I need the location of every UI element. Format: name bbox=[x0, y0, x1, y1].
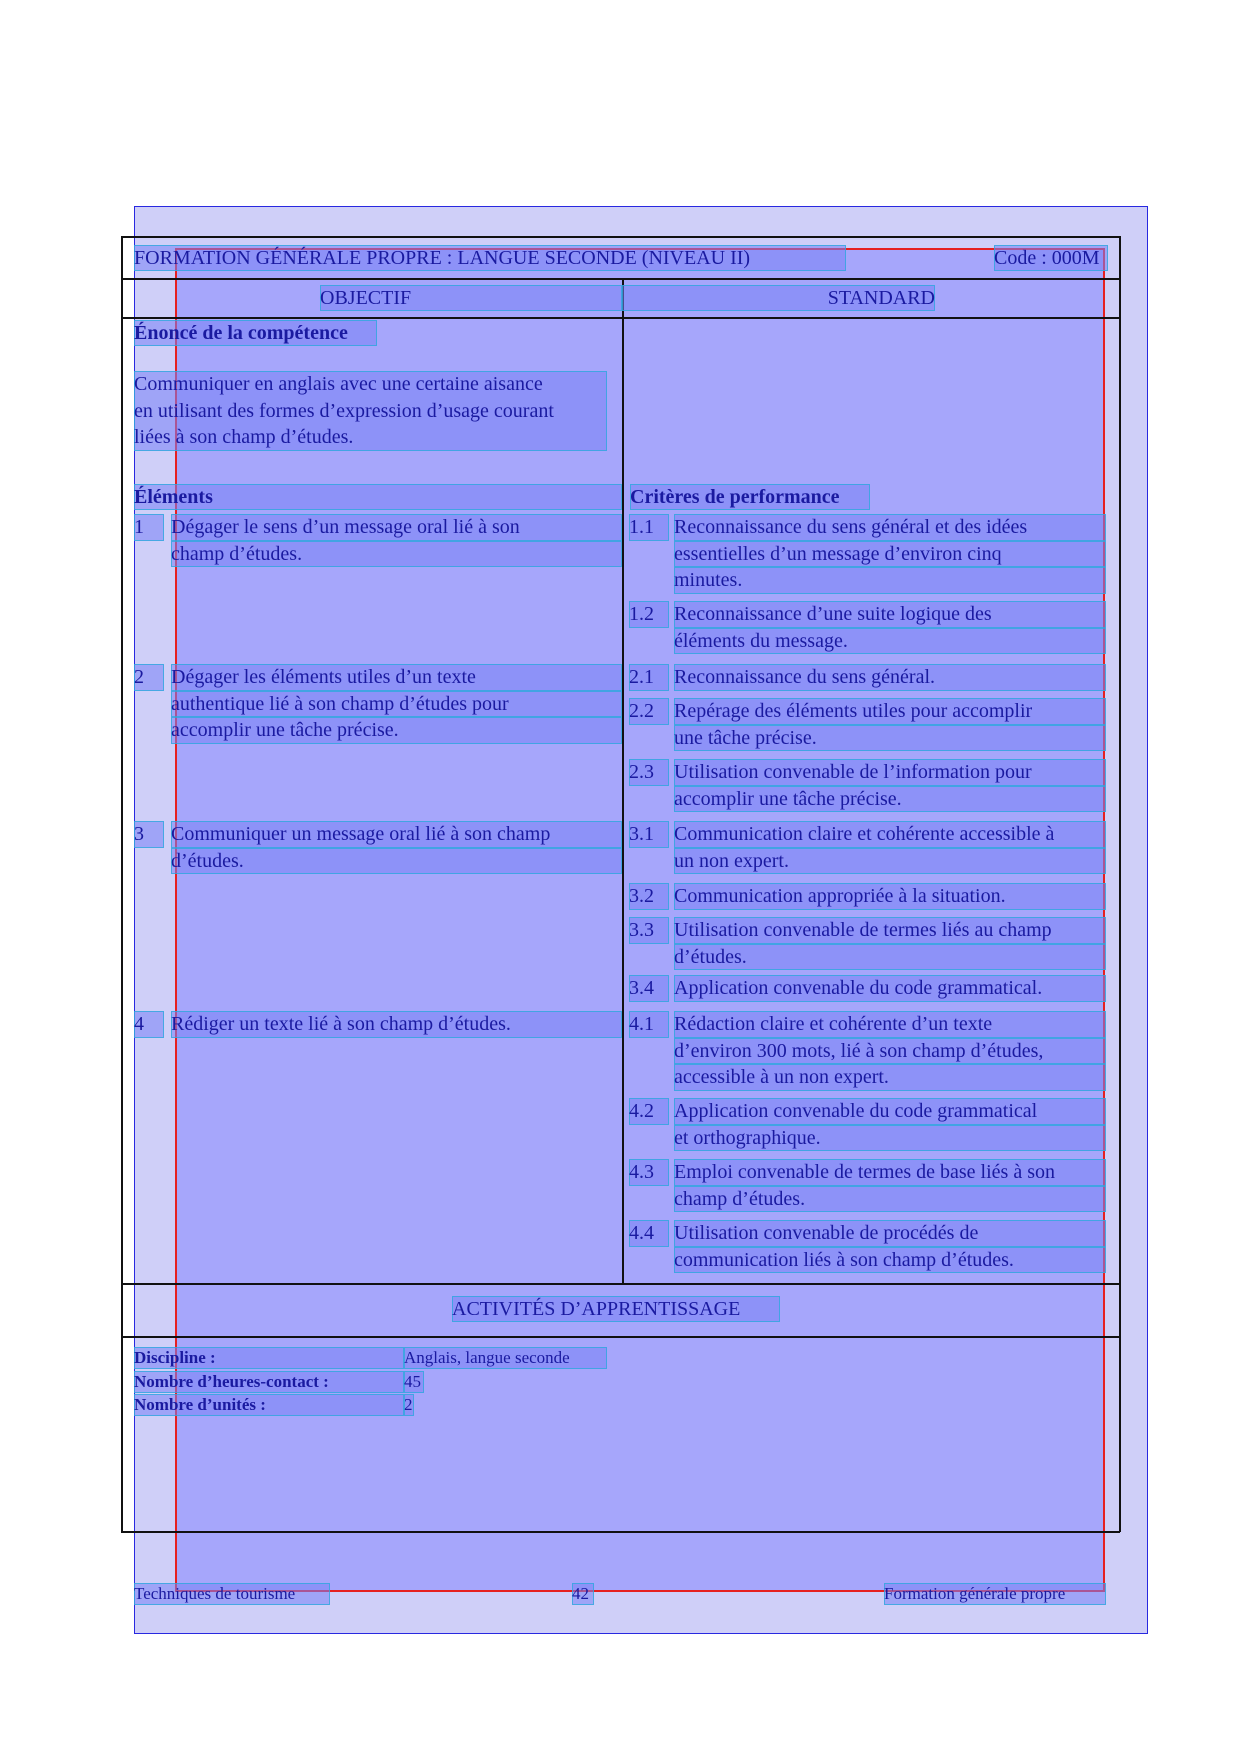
criterion-text bbox=[674, 1159, 1106, 1212]
criterion-number: 3.2 bbox=[629, 883, 669, 910]
criterion-number: 2.3 bbox=[629, 759, 669, 786]
table-border-bottom bbox=[121, 1531, 1120, 1533]
element-number: 2 bbox=[134, 664, 164, 691]
criterion-line: Emploi convenable de termes de base liés à son bbox=[674, 1159, 1106, 1186]
element-text bbox=[171, 821, 622, 874]
criterion-text bbox=[674, 975, 1106, 1002]
criterion-text bbox=[674, 698, 1106, 751]
units-label: Nombre d’unités : bbox=[134, 1394, 404, 1416]
criterion-line: Utilisation convenable de l’information pour bbox=[674, 759, 1106, 786]
criterion-line: accessible à un non expert. bbox=[674, 1064, 1106, 1091]
criterion-number: 1.2 bbox=[629, 601, 669, 628]
criterion-line: Reconnaissance du sens général. bbox=[674, 664, 1106, 691]
criterion-text bbox=[674, 821, 1106, 874]
criterion-line: et orthographique. bbox=[674, 1125, 1106, 1152]
criterion-line: Communication claire et cohérente accessible à bbox=[674, 821, 1106, 848]
criterion-line: Reconnaissance du sens général et des idées bbox=[674, 514, 1106, 541]
criterion-line: Utilisation convenable de termes liés au champ bbox=[674, 917, 1106, 944]
discipline-value: Anglais, langue seconde bbox=[404, 1347, 607, 1369]
criterion-line: éléments du message. bbox=[674, 628, 1106, 655]
columns-divider bbox=[121, 317, 1120, 319]
activities-top-divider bbox=[121, 1283, 1120, 1285]
footer-left: Techniques de tourisme bbox=[134, 1583, 330, 1605]
footer-page-number: 42 bbox=[572, 1583, 594, 1605]
criterion-line: un non expert. bbox=[674, 848, 1106, 875]
discipline-label: Discipline : bbox=[134, 1347, 404, 1369]
criterion-number: 2.2 bbox=[629, 698, 669, 725]
criterion-text bbox=[674, 664, 1106, 691]
criteria-heading: Critères de performance bbox=[630, 484, 870, 510]
criterion-line: communication liés à son champ d’études. bbox=[674, 1247, 1106, 1274]
criterion-line: Rédaction claire et cohérente d’un texte bbox=[674, 1011, 1106, 1038]
criterion-line: essentielles d’un message d’environ cinq bbox=[674, 541, 1106, 568]
standard-column-header: STANDARD bbox=[622, 285, 935, 311]
activities-title: ACTIVITÉS D’APPRENTISSAGE bbox=[452, 1296, 780, 1322]
criterion-line: champ d’études. bbox=[674, 1186, 1106, 1213]
element-line: Communiquer un message oral lié à son champ bbox=[171, 821, 622, 848]
activities-bottom-divider bbox=[121, 1336, 1120, 1338]
element-number: 1 bbox=[134, 514, 164, 541]
element-line: Dégager le sens d’un message oral lié à son bbox=[171, 514, 622, 541]
element-text bbox=[171, 514, 622, 567]
criterion-text bbox=[674, 883, 1106, 910]
footer-right: Formation générale propre bbox=[884, 1583, 1106, 1605]
units-value: 2 bbox=[404, 1395, 413, 1414]
criterion-text bbox=[674, 759, 1106, 812]
elements-heading: Éléments bbox=[134, 484, 622, 510]
criterion-line: Repérage des éléments utiles pour accomplir bbox=[674, 698, 1106, 725]
competence-line: en utilisant des formes d’expression d’usage courant bbox=[134, 399, 554, 422]
element-line: champ d’études. bbox=[171, 541, 622, 568]
criterion-text bbox=[674, 1011, 1106, 1091]
criterion-text bbox=[674, 1220, 1106, 1273]
criterion-text bbox=[674, 917, 1106, 970]
criterion-number: 4.2 bbox=[629, 1098, 669, 1125]
column-separator bbox=[622, 279, 624, 1283]
criterion-text bbox=[674, 514, 1106, 594]
document-title: FORMATION GÉNÉRALE PROPRE : LANGUE SECONDE (NIVEAU II) bbox=[134, 245, 846, 271]
element-number: 3 bbox=[134, 821, 164, 848]
criterion-number: 4.1 bbox=[629, 1011, 669, 1038]
criterion-line: d’environ 300 mots, lié à son champ d’études, bbox=[674, 1038, 1106, 1065]
hours-value: 45 bbox=[404, 1371, 424, 1393]
criterion-number: 3.3 bbox=[629, 917, 669, 944]
criterion-number: 2.1 bbox=[629, 664, 669, 691]
element-line: accomplir une tâche précise. bbox=[171, 717, 622, 744]
criterion-line: minutes. bbox=[674, 567, 1106, 594]
criterion-text bbox=[674, 1098, 1106, 1151]
element-line: Dégager les éléments utiles d’un texte bbox=[171, 664, 622, 691]
criterion-number: 1.1 bbox=[629, 514, 669, 541]
header-divider bbox=[121, 278, 1120, 280]
competence-statement bbox=[134, 371, 607, 451]
criterion-number: 4.4 bbox=[629, 1220, 669, 1247]
criterion-number: 3.1 bbox=[629, 821, 669, 848]
element-line: Rédiger un texte lié à son champ d’études. bbox=[171, 1011, 622, 1038]
competence-line: liées à son champ d’études. bbox=[134, 426, 354, 448]
criterion-line: Application convenable du code grammatical. bbox=[674, 975, 1106, 1002]
criterion-line: Reconnaissance d’une suite logique des bbox=[674, 601, 1106, 628]
objectif-column-header: OBJECTIF bbox=[320, 285, 622, 311]
element-line: authentique lié à son champ d’études pour bbox=[171, 691, 622, 718]
table-border-right bbox=[1119, 236, 1121, 1532]
competence-line: Communiquer en anglais avec une certaine aisance bbox=[134, 373, 543, 395]
criterion-number: 4.3 bbox=[629, 1159, 669, 1186]
table-border-left bbox=[121, 236, 123, 1532]
element-text bbox=[171, 664, 622, 744]
element-text bbox=[171, 1011, 622, 1038]
criterion-line: Application convenable du code grammatical bbox=[674, 1098, 1106, 1125]
criterion-line: Utilisation convenable de procédés de bbox=[674, 1220, 1106, 1247]
criterion-number: 3.4 bbox=[629, 975, 669, 1002]
criterion-text bbox=[674, 601, 1106, 654]
criterion-line: accomplir une tâche précise. bbox=[674, 786, 1106, 813]
element-number: 4 bbox=[134, 1011, 164, 1038]
criterion-line: d’études. bbox=[674, 944, 1106, 971]
hours-label: Nombre d’heures-contact : bbox=[134, 1371, 404, 1393]
competence-heading: Énoncé de la compétence bbox=[134, 320, 377, 346]
criterion-line: une tâche précise. bbox=[674, 725, 1106, 752]
criterion-line: Communication appropriée à la situation. bbox=[674, 883, 1106, 910]
element-line: d’études. bbox=[171, 848, 622, 875]
document-code: Code : 000M bbox=[994, 245, 1108, 271]
table-border-top bbox=[121, 236, 1120, 238]
